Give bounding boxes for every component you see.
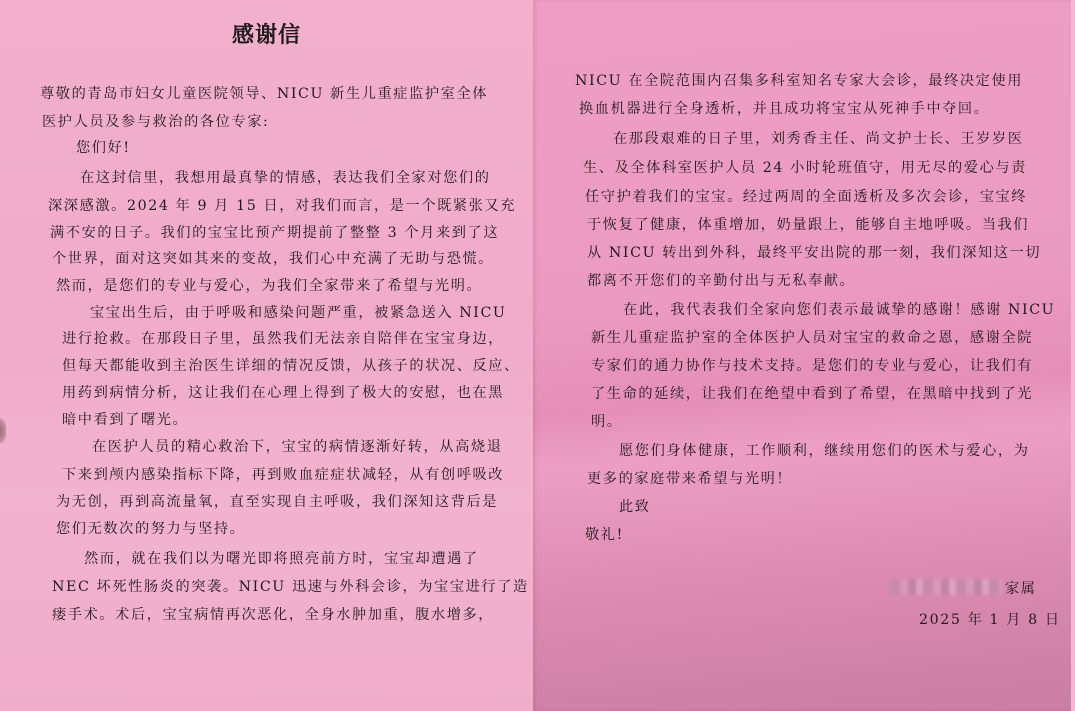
paragraph-line: 都离不开您们的辛勤付出与无私奉献。	[587, 273, 856, 289]
paragraph-line: 在医护人员的精心救治下，宝宝的病情逐渐好转，从高烧退	[92, 439, 503, 455]
paragraph-line: 任守护着我们的宝宝。经过两周的全面透析及多次会诊，宝宝终	[585, 189, 1028, 205]
letter-title: 感谢信	[231, 23, 301, 48]
paragraph-line: 在此，我代表我们全家向您们表示最诚挚的感谢！感谢 NICU	[623, 302, 1056, 318]
paragraph-line: 然而，是您们的专业与爱心，为我们全家带来了希望与光明。	[56, 278, 483, 294]
paragraph-line: 宝宝出生后，由于呼吸和感染问题严重，被紧急送入 NICU	[90, 305, 507, 321]
closing-jing-li: 敬礼!	[585, 527, 624, 543]
redacted-name	[890, 579, 1002, 595]
paragraph-line: 专家们的通力协作与技术支持。是您们的专业与爱心，让我们有	[591, 358, 1034, 374]
signature	[890, 578, 1037, 598]
paragraph-line: 瘘手术。术后，宝宝病情再次恶化，全身水肿加重，腹水增多，	[52, 607, 495, 623]
salutation-line: 尊敬的青岛市妇女儿童医院领导、NICU 新生儿重症监护室全体	[40, 86, 489, 102]
paragraph-line: 在这封信里，我想用最真挚的情感，表达我们全家对您们的	[80, 170, 491, 186]
paragraph-line: 下来到颅内感染指标下降，再到败血症症状减轻，从有创呼吸改	[62, 467, 505, 483]
paragraph-line: 用药到病情分析，这让我们在心理上得到了极大的安慰，也在黑	[62, 385, 505, 401]
paragraph-line: 进行抢救。在那段日子里，虽然我们无法亲自陪伴在宝宝身边，	[62, 331, 505, 347]
paragraph-line: 为无创，再到高流量氧，直至实现自主呼吸，我们深知这背后是	[56, 494, 499, 510]
paragraph-line: 更多的家庭带来希望与光明！	[587, 471, 793, 487]
paragraph-line: 个世界，面对这突如其来的变故，我们心中充满了无助与恐慌。	[52, 251, 495, 267]
closing-ci-zhi: 此致	[619, 499, 651, 515]
paragraph-line: 深深感激。2024 年 9 月 15 日，对我们而言，是一个既紧张又充	[48, 198, 517, 214]
paragraph-line: 新生儿重症监护室的全体医护人员对宝宝的救命之恩，感谢全院	[591, 330, 1034, 346]
letter-date: 2025 年 1 月 8 日	[919, 612, 1061, 628]
paragraph-line: 生、及全体科室医护人员 24 小时轮班值守，用无尽的爱心与责	[583, 160, 1027, 176]
greeting: 您们好!	[76, 140, 131, 156]
finger-holding-paper	[0, 418, 6, 444]
letter-page-left	[0, 0, 533, 711]
paragraph-line: 换血机器进行全身透析，并且成功将宝宝从死神手中夺回。	[579, 101, 990, 117]
page-edge	[1071, 0, 1075, 711]
paragraph-line: 明。	[591, 414, 623, 430]
paragraph-line: 暗中看到了曙光。	[62, 412, 189, 428]
paragraph-line: 从 NICU 转出到外科，最终平安出院的那一刻，我们深知这一切	[587, 245, 1042, 261]
salutation-line: 医护人员及参与救治的各位专家:	[42, 114, 270, 130]
letter-page-right	[533, 0, 1073, 711]
paragraph-line: 然而，就在我们以为曙光即将照亮前方时，宝宝却遭遇了	[84, 551, 479, 567]
paragraph-line: NICU 在全院范围内召集多科室知名专家大会诊，最终决定使用	[575, 73, 1024, 89]
paragraph-line: NEC 坏死性肠炎的突袭。NICU 迅速与外科会诊，为宝宝进行了造	[52, 579, 529, 595]
paragraph-line: 了生命的延续，让我们在绝望中看到了希望，在黑暗中找到了光	[591, 386, 1034, 402]
paragraph-line: 您们无数次的努力与坚持。	[56, 521, 246, 537]
paragraph-line: 于恢复了健康，体重增加，奶量跟上，能够自主地呼吸。当我们	[587, 217, 1030, 233]
signature-suffix: 家属	[1005, 581, 1037, 597]
paragraph-line: 在那段艰难的日子里，刘秀香主任、尚文护士长、王岁岁医	[613, 131, 1024, 147]
paragraph-line: 但每天都能收到主治医生详细的情况反馈，从孩子的状况、反应、	[62, 358, 520, 374]
paragraph-line: 愿您们身体健康，工作顺利，继续用您们的医术与爱心，为	[619, 443, 1030, 459]
paragraph-line: 满不安的日子。我们的宝宝比预产期提前了整整 3 个月来到了这	[50, 225, 500, 241]
